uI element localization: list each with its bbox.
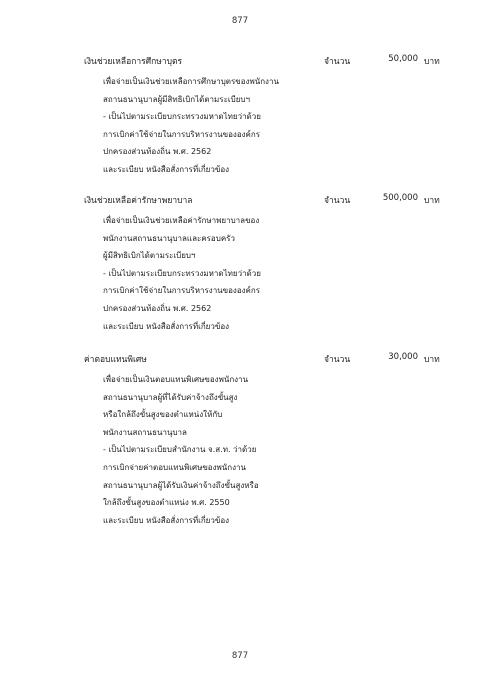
budget-item-education-allowance — [84, 54, 454, 179]
amount-label: จำนวน — [324, 196, 351, 206]
description-line: การเบิกค่าใช้จ่ายในการบริหารงานขององค์กร — [103, 286, 261, 296]
description-line: หรือใกล้ถึงขั้นสูงของตำแหน่งให้กับ — [103, 410, 223, 420]
description-line: และระเบียบ หนังสือสั่งการที่เกี่ยวข้อง — [103, 321, 230, 331]
amount-value: 30,000 — [388, 352, 418, 362]
description-line: และระเบียบ หนังสือสั่งการที่เกี่ยวข้อง — [103, 164, 230, 174]
budget-item-header — [84, 54, 454, 70]
amount-value: 500,000 — [382, 193, 418, 203]
description-line: การเบิกจ่ายค่าตอบแทนพิเศษของพนักงาน — [103, 462, 246, 472]
amount-unit: บาท — [424, 57, 440, 67]
description-line: - เป็นไปตามระเบียบกระทรวงมหาดไทยว่าด้วย — [103, 112, 261, 122]
page-number-top: 877 — [231, 16, 249, 26]
description-line: และระเบียบ หนังสือสั่งการที่เกี่ยวข้อง — [103, 515, 230, 525]
budget-item-title: ค่าตอบแทนพิเศษ — [84, 355, 147, 365]
budget-item-description — [84, 73, 454, 179]
description-line: สถานธนานุบาลผู้ได้รับเงินค่าจ้างถึงขั้นสูงหรือ — [103, 480, 259, 490]
budget-item-special-compensation — [84, 352, 454, 529]
amount-label: จำนวน — [324, 355, 351, 365]
budget-item-title: เงินช่วยเหลือการศึกษาบุตร — [84, 57, 183, 67]
description-line: เพื่อจ่ายเป็นเงินช่วยเหลือการศึกษาบุตรของพนักงาน — [103, 77, 279, 86]
page-number-bottom: 877 — [231, 651, 249, 661]
description-line: ผู้มีสิทธิเบิกได้ตามระเบียบฯ — [103, 251, 196, 261]
description-line: เพื่อจ่ายเป็นเงินช่วยเหลือค่ารักษาพยาบาลของ — [103, 216, 260, 225]
description-line: - เป็นไปตามระเบียบกระทรวงมหาดไทยว่าด้วย — [103, 268, 261, 278]
description-line: สถานธนานุบาลผู้ที่ได้รับค่าจ้างถึงขั้นสูง — [103, 392, 238, 402]
budget-item-title: เงินช่วยเหลือค่ารักษาพยาบาล — [84, 196, 193, 206]
budget-item-description — [84, 371, 454, 529]
description-line: สถานธนานุบาลผู้มีสิทธิเบิกได้ตามระเบียบฯ — [103, 94, 250, 104]
budget-item-header — [84, 352, 454, 368]
description-line: การเบิกค่าใช้จ่ายในการบริหารงานขององค์กร — [103, 129, 261, 139]
description-line: ใกล้ถึงขั้นสูงของตำแหน่ง พ.ศ. 2550 — [103, 498, 230, 508]
description-line: ปกครองส่วนท้องถิ่น พ.ศ. 2562 — [103, 147, 212, 157]
budget-item-description — [84, 212, 454, 335]
amount-label: จำนวน — [324, 57, 351, 67]
budget-item-medical-allowance — [84, 193, 454, 335]
description-line: ปกครองส่วนท้องถิ่น พ.ศ. 2562 — [103, 303, 212, 313]
amount-unit: บาท — [424, 196, 440, 206]
description-line: เพื่อจ่ายเป็นเงินตอบแทนพิเศษของพนักงาน — [103, 375, 249, 384]
description-line: - เป็นไปตามระเบียบสำนักงาน จ.ส.ท. ว่าด้วย — [103, 445, 257, 455]
amount-unit: บาท — [424, 355, 440, 365]
budget-item-header — [84, 193, 454, 209]
description-line: พนักงานสถานธนานุบาลและครอบครัว — [103, 233, 235, 243]
amount-value: 50,000 — [388, 54, 418, 64]
description-line: พนักงานสถานธนานุบาล — [103, 427, 187, 437]
